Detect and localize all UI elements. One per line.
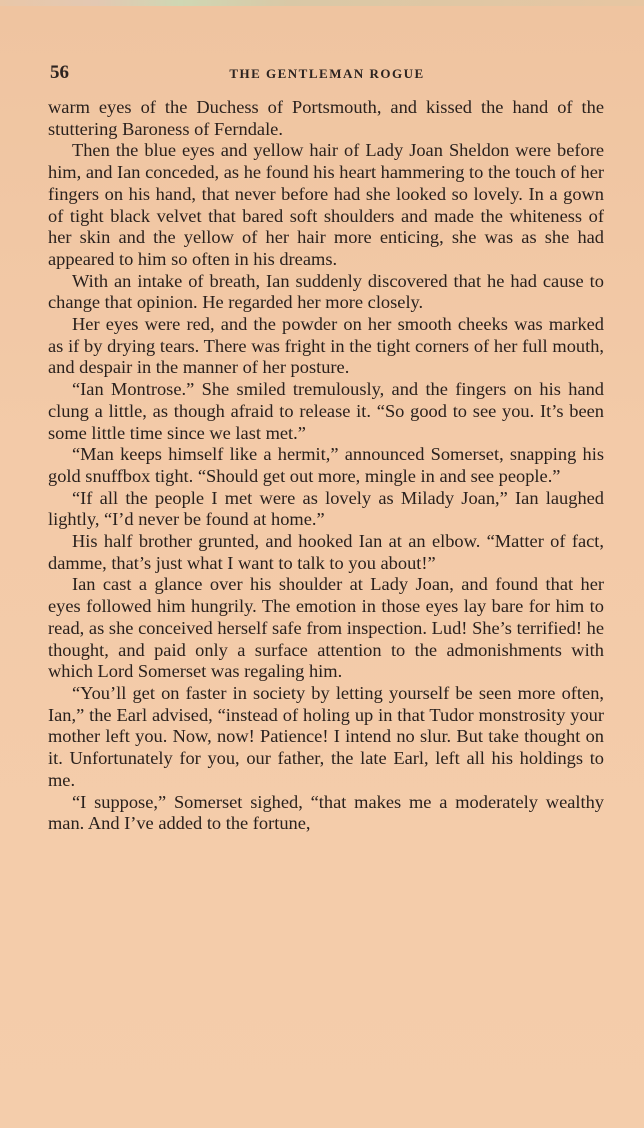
paragraph: “Ian Montrose.” She smiled tremulously, and the fingers on his hand clung a little, as though afraid to release it. “So good to see you. It’s been some little time since we last met.” xyxy=(48,379,604,443)
running-head xyxy=(50,62,604,88)
book-title: THE GENTLEMAN ROGUE xyxy=(229,66,425,81)
paragraph: Ian cast a glance over his shoulder at Lady Joan, and found that her eyes followed him hungrily. The emotion in those eyes lay bare for him to read, as she conceived herself safe from inspection. Lud! She’s terrified! he thought, and paid only a surface attention to the admonishments with which Lord Somerset was regaling him. xyxy=(48,574,604,682)
paragraph: “I suppose,” Somerset sighed, “that makes me a moderately wealthy man. And I’ve added to the fortune, xyxy=(48,791,604,834)
paragraph: warm eyes of the Duchess of Portsmouth, and kissed the hand of the stuttering Baroness of Ferndale. xyxy=(48,97,604,139)
paragraph: “You’ll get on faster in society by letting yourself be seen more often, Ian,” the Earl advised, “instead of holing up in that Tudor monstrosity your mother left you. Now, now! Patience! I intend no slur. But take thought on it. Unfortunately for you, our father, the late Earl, left all his holdings to me. xyxy=(48,682,604,790)
paragraph: Her eyes were red, and the powder on her smooth cheeks was marked as if by drying tears. There was fright in the tight corners of her full mouth, and despair in the manner of her posture. xyxy=(48,314,604,378)
paragraph: “Man keeps himself like a hermit,” announced Somerset, snapping his gold snuffbox tight. “Should get out more, mingle in and see people.” xyxy=(48,444,604,486)
paragraph: With an intake of breath, Ian suddenly discovered that he had cause to change that opinion. He regarded her more closely. xyxy=(48,270,604,313)
page-top-edge xyxy=(0,0,644,6)
paragraph: His half brother grunted, and hooked Ian at an elbow. “Matter of fact, damme, that’s just what I want to talk to you about!” xyxy=(48,531,604,573)
page-number: 56 xyxy=(50,62,69,83)
paragraph: Then the blue eyes and yellow hair of Lady Joan Sheldon were before him, and Ian conceded, as he found his heart hammering to the touch of her fingers on his hand, that never before had she looked so lovely. In a gown of tight black velvet that bared soft shoulders and made the whiteness of her skin and the yellow of her hair more enticing, she was as she had appeared to him so often in his dreams. xyxy=(48,140,604,269)
paragraph: “If all the people I met were as lovely as Milady Joan,” Ian laughed lightly, “I’d never be found at home.” xyxy=(48,487,604,530)
body-text xyxy=(48,97,604,835)
